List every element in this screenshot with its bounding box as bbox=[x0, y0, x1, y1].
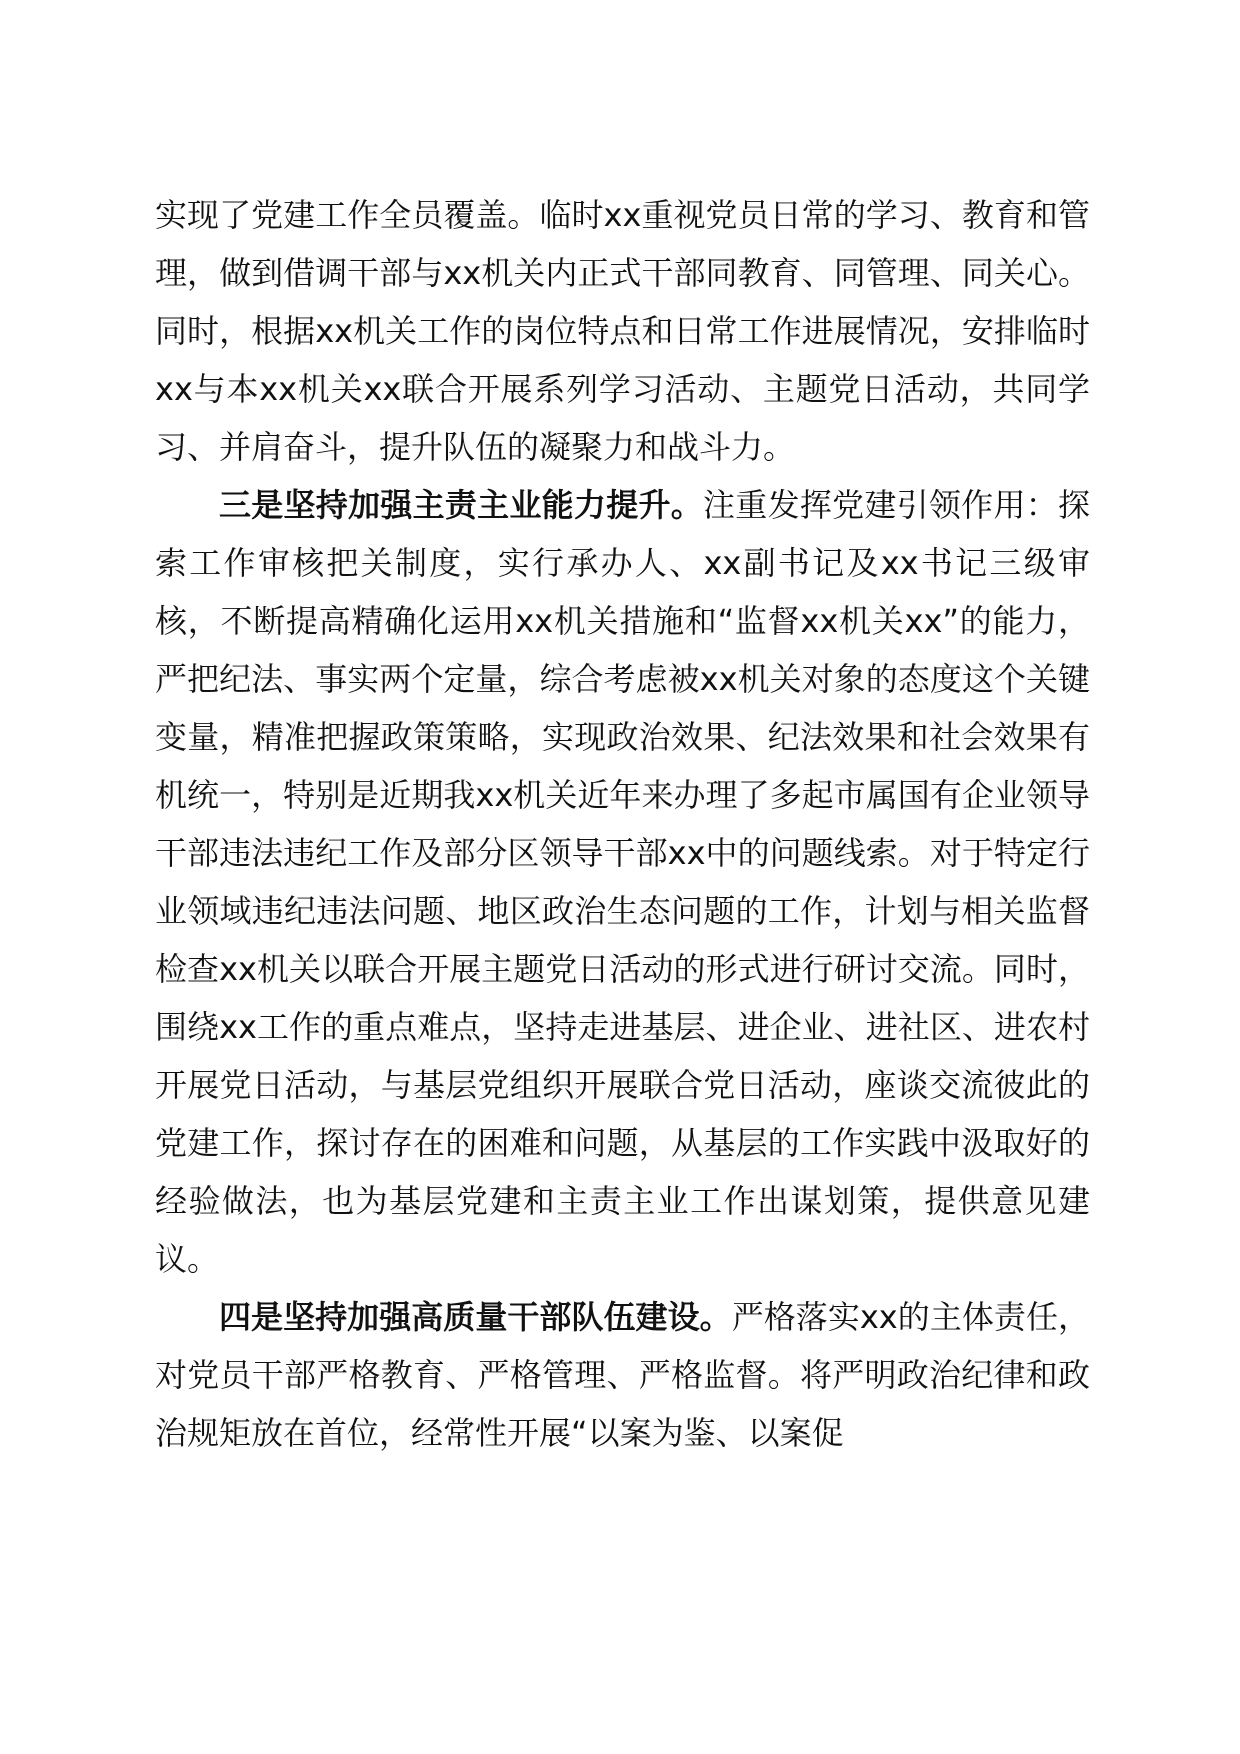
paragraph-section-four bbox=[155, 1288, 1090, 1462]
paragraph-text: 严格落实xx的主体责任，对党员干部严格教育、严格管理、严格监督。将严明政治纪律和政治规矩放在首位，经常性开展“以案为鉴、以案促 bbox=[155, 1298, 1090, 1452]
paragraph-section-three bbox=[155, 476, 1090, 1288]
paragraph-continuation bbox=[155, 186, 1090, 476]
paragraph-text: 实现了党建工作全员覆盖。临时xx重视党员日常的学习、教育和管理，做到借调干部与xx机关内正式干部同教育、同管理、同关心。同时，根据xx机关工作的岗位特点和日常工作进展情况，安排临时xx与本xx机关xx联合开展系列学习活动、主题党日活动，共同学习、并肩奋斗，提升队伍的凝聚力和战斗力。 bbox=[155, 196, 1090, 466]
paragraph-lead-heading: 三是坚持加强主责主业能力提升。 bbox=[219, 486, 704, 524]
paragraph-text: 注重发挥党建引领作用：探索工作审核把关制度，实行承办人、xx副书记及xx书记三级审核，不断提高精确化运用xx机关措施和“监督xx机关xx”的能力，严把纪法、事实两个定量，综合考虑被xx机关对象的态度这个关键变量，精准把握政策策略，实现政治效果、纪法效果和社会效果有机统一，特别是近期我xx机关近年来办理了多起市属国有企业领导干部违法违纪工作及部分区领导干部xx中的问题线索。对于特定行业领域违纪违法问题、地区政治生态问题的工作，计划与相关监督检查xx机关以联合开展主题党日活动的形式进行研讨交流。同时，围绕xx工作的重点难点，坚持走进基层、进企业、进社区、进农村开展党日活动，与基层党组织开展联合党日活动，座谈交流彼此的党建工作，探讨存在的困难和问题，从基层的工作实践中汲取好的经验做法，也为基层党建和主责主业工作出谋划策，提供意见建议。 bbox=[155, 486, 1090, 1278]
paragraph-lead-heading: 四是坚持加强高质量干部队伍建设。 bbox=[219, 1298, 732, 1336]
document-body bbox=[155, 186, 1090, 1462]
